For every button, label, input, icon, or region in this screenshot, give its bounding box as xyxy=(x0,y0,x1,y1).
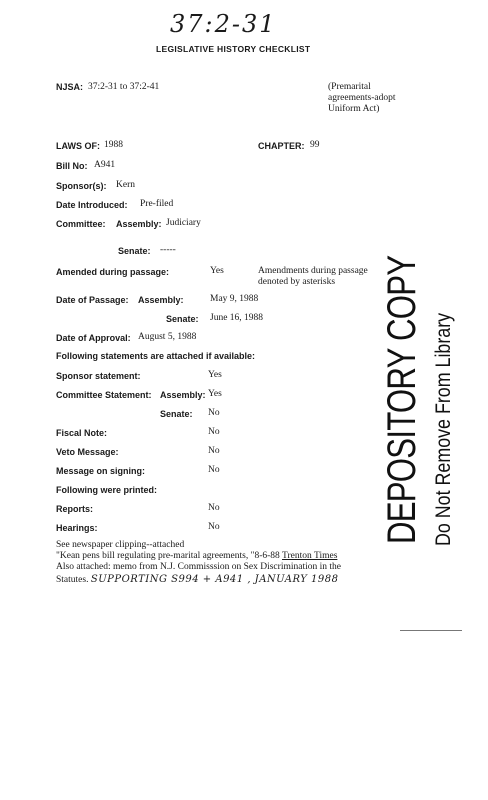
stamp-main-text: DEPOSITORY COPY xyxy=(380,255,424,544)
passage-senate-value: June 16, 1988 xyxy=(210,313,264,323)
njsa-note-line2: agreements-adopt xyxy=(328,93,396,103)
committee-label: Committee: xyxy=(56,219,106,229)
sponsor-statement-label: Sponsor statement: xyxy=(56,371,141,381)
committee-assembly-value: Judiciary xyxy=(166,218,201,228)
handwritten-supporting-note: SUPPORTING S994 + A941 , JANUARY 1988 xyxy=(90,574,339,585)
passage-label: Date of Passage: xyxy=(56,295,129,305)
sponsor-label: Sponsor(s): xyxy=(56,181,107,191)
sponsor-value: Kern xyxy=(116,180,135,190)
date-introduced-value: Pre-filed xyxy=(140,199,174,209)
amended-note-line2: denoted by asterisks xyxy=(258,277,336,287)
amended-value: Yes xyxy=(210,266,224,276)
bill-value: A941 xyxy=(94,160,116,170)
njsa-note-line3: Uniform Act) xyxy=(328,104,380,114)
passage-senate-label: Senate: xyxy=(166,314,199,324)
veto-message-value: No xyxy=(208,446,220,456)
laws-label: LAWS OF: xyxy=(56,141,100,151)
committee-statement-assembly-label: Assembly: xyxy=(160,390,206,400)
committee-senate-label: Senate: xyxy=(118,246,151,256)
laws-value: 1988 xyxy=(104,140,123,150)
committee-assembly-label: Assembly: xyxy=(116,219,162,229)
notes-article-headline: "Kean pens bill regulating pre-marital agreements, "8-6-88 xyxy=(56,551,280,561)
reports-value: No xyxy=(208,503,220,513)
page-title: LEGISLATIVE HISTORY CHECKLIST xyxy=(156,44,311,54)
fiscal-note-label: Fiscal Note: xyxy=(56,428,108,438)
committee-statement-senate-value: No xyxy=(208,408,220,418)
njsa-value: 37:2-31 to 37:2-41 xyxy=(88,82,160,92)
notes-clipping-line: See newspaper clipping--attached xyxy=(56,540,185,550)
approval-value: August 5, 1988 xyxy=(138,332,197,342)
scan-mark-line xyxy=(400,630,462,631)
date-introduced-label: Date Introduced: xyxy=(56,200,128,210)
chapter-value: 99 xyxy=(310,140,320,150)
approval-label: Date of Approval: xyxy=(56,333,131,343)
notes-statutes-line xyxy=(56,574,338,585)
passage-assembly-label: Assembly: xyxy=(138,295,184,305)
chapter-label: CHAPTER: xyxy=(258,141,305,151)
notes-memo-line: Also attached: memo from N.J. Commisssion on Sex Discrimination in the xyxy=(56,562,341,572)
amended-note-line1: Amendments during passage xyxy=(258,266,368,276)
committee-statement-label: Committee Statement: xyxy=(56,390,152,400)
handwritten-statute-number: 37:2-31 xyxy=(170,10,277,38)
stamp-sub-text: Do Not Remove From Library xyxy=(432,312,455,546)
sponsor-statement-value: Yes xyxy=(208,370,222,380)
hearings-value: No xyxy=(208,522,220,532)
committee-senate-value: ----- xyxy=(160,245,176,255)
njsa-label: NJSA: xyxy=(56,82,84,92)
fiscal-note-value: No xyxy=(208,427,220,437)
amended-label: Amended during passage: xyxy=(56,267,170,277)
committee-statement-senate-label: Senate: xyxy=(160,409,193,419)
depository-stamp xyxy=(372,255,472,550)
following-printed-heading: Following were printed: xyxy=(56,485,157,495)
signing-message-label: Message on signing: xyxy=(56,466,146,476)
njsa-note-line1: (Premarital xyxy=(328,82,371,92)
notes-statutes-label: Statutes. xyxy=(56,575,89,585)
reports-label: Reports: xyxy=(56,504,94,514)
veto-message-label: Veto Message: xyxy=(56,447,119,457)
committee-statement-assembly-value: Yes xyxy=(208,389,222,399)
signing-message-value: No xyxy=(208,465,220,475)
notes-article-line xyxy=(56,551,337,561)
notes-newspaper-name: Trenton Times xyxy=(282,551,338,561)
passage-assembly-value: May 9, 1988 xyxy=(210,294,259,304)
bill-label: Bill No: xyxy=(56,161,88,171)
following-attached-heading: Following statements are attached if available: xyxy=(56,351,256,361)
hearings-label: Hearings: xyxy=(56,523,98,533)
